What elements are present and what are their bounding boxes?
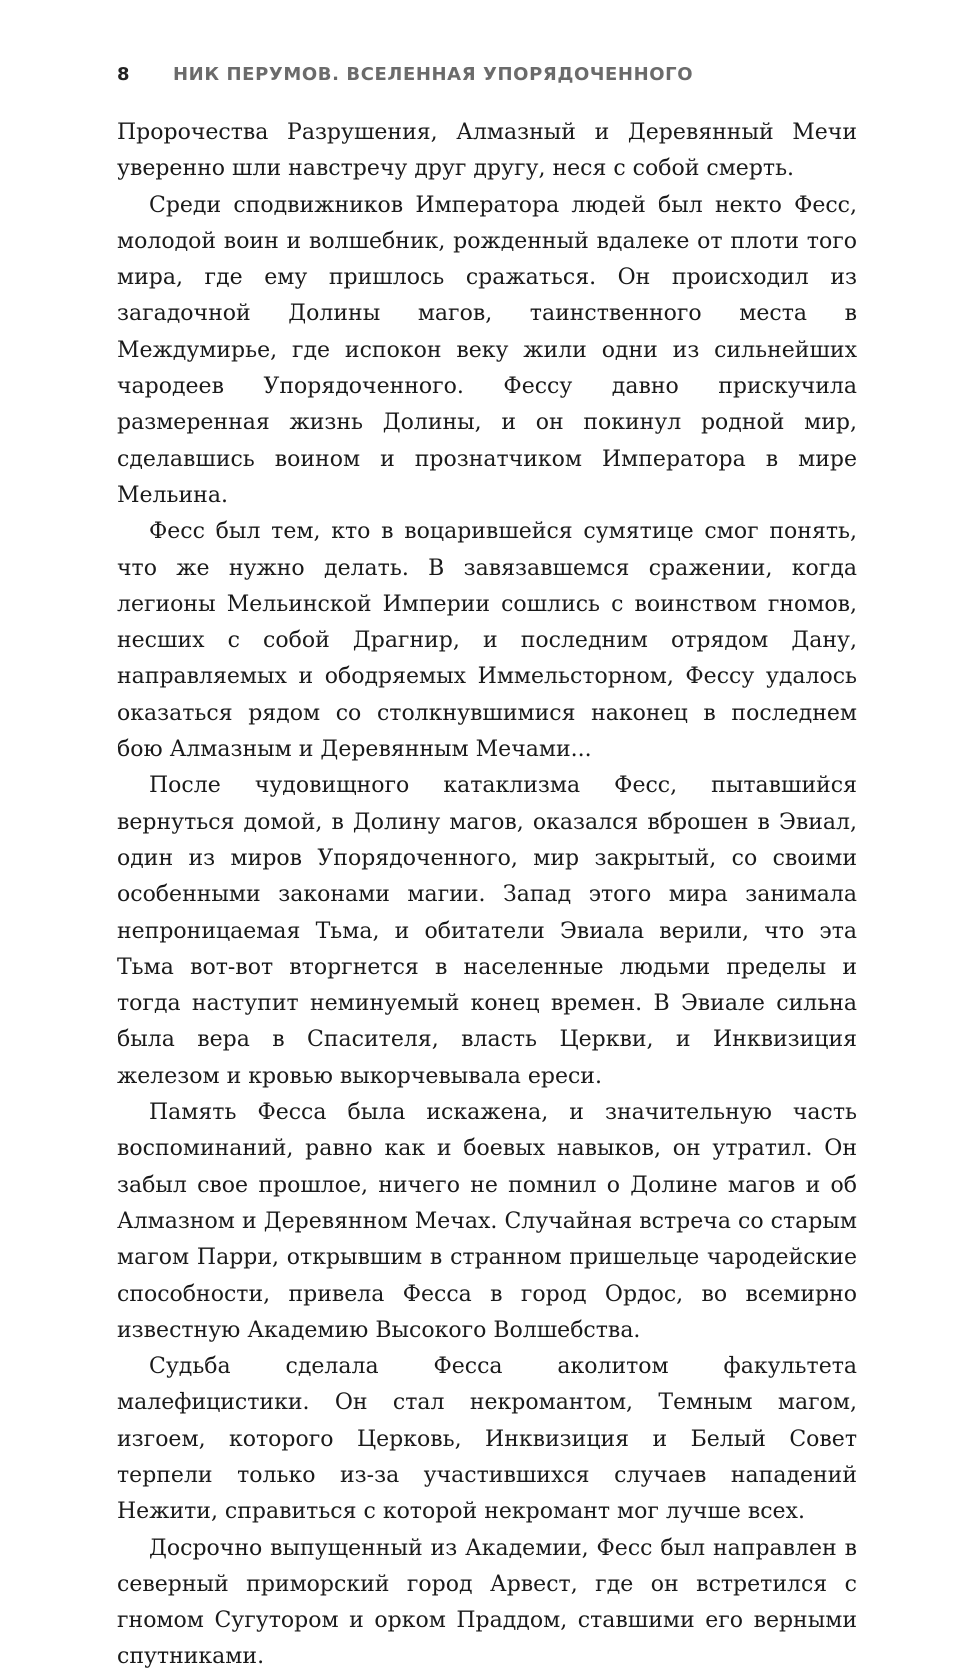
- paragraph: Память Фесса была искажена, и значительную часть воспоминаний, равно как и боевых навыков, он утратил. Он забыл свое прошлое, ничего не помнил о Долине магов и об Алмазном и Деревянном Мечах. Случайная встреча со старым магом Парри, открывшим в странном пришельце чародейские способности, привела Фесса в город Ордос, во всемирно известную Академию Высокого Волшебства.: [117, 1100, 857, 1343]
- paragraph: Среди сподвижников Императора людей был некто Фесс, молодой воин и волшебник, рожденный вдалеке от плоти того мира, где ему пришлось сражаться. Он происходил из загадочной Долины магов, таинственного места в Междумирье, где испокон веку жили одни из сильнейших чародеев Упорядоченного. Фессу давно прискучила размеренная жизнь Долины, и он покинул родной мир, сделавшись воином и прознатчиком Императора в мире Мельина.: [117, 192, 857, 508]
- running-header: [117, 64, 857, 85]
- running-title: НИК ПЕРУМОВ. ВСЕЛЕННАЯ УПОРЯДОЧЕННОГО: [173, 64, 694, 85]
- paragraph: Судьба сделала Фесса аколитом факультета малефицистики. Он стал некромантом, Темным магом, изгоем, которого Церковь, Инквизиция и Белый Совет терпели только из-за участившихся случаев нападений Нежити, справиться с которой некромант мог лучше всех.: [117, 1354, 857, 1525]
- body-text: [117, 115, 857, 1676]
- paragraph: Фесс был тем, кто в воцарившейся сумятице смог понять, что же нужно делать. В завязавшемся сражении, когда легионы Мельинской Империи сошлись с воинством гномов, несших с собой Драгнир, и последним отрядом Дану, направляемых и ободряемых Иммельсторном, Фессу удалось оказаться рядом со столкнувшимися наконец в последнем бою Алмазным и Деревянным Мечами...: [117, 519, 857, 763]
- paragraph: Пророчества Разрушения, Алмазный и Деревянный Мечи уверенно шли навстречу друг другу, неся с собой смерть.: [117, 120, 857, 182]
- paragraph: Досрочно выпущенный из Академии, Фесс был направлен в северный приморский город Арвест, где он встретился с гномом Сугутором и орком Праддом, ставшими его верными спутниками.: [117, 1535, 857, 1670]
- page-number: 8: [117, 64, 131, 85]
- book-page: [117, 64, 857, 1676]
- paragraph: После чудовищного катаклизма Фесс, пытавшийся вернуться домой, в Долину магов, оказался вброшен в Эвиал, один из миров Упорядоченного, мир закрытый, со своими особенными законами магии. Запад этого мира занимала непроницаемая Тьма, и обитатели Эвиала верили, что эта Тьма вот-вот вторгнется в населенные людьми пределы и тогда наступит неминуемый конец времен. В Эвиале сильна была вера в Спасителя, власть Церкви, и Инквизиция железом и кровью выкорчевывала ереси.: [117, 773, 857, 1089]
